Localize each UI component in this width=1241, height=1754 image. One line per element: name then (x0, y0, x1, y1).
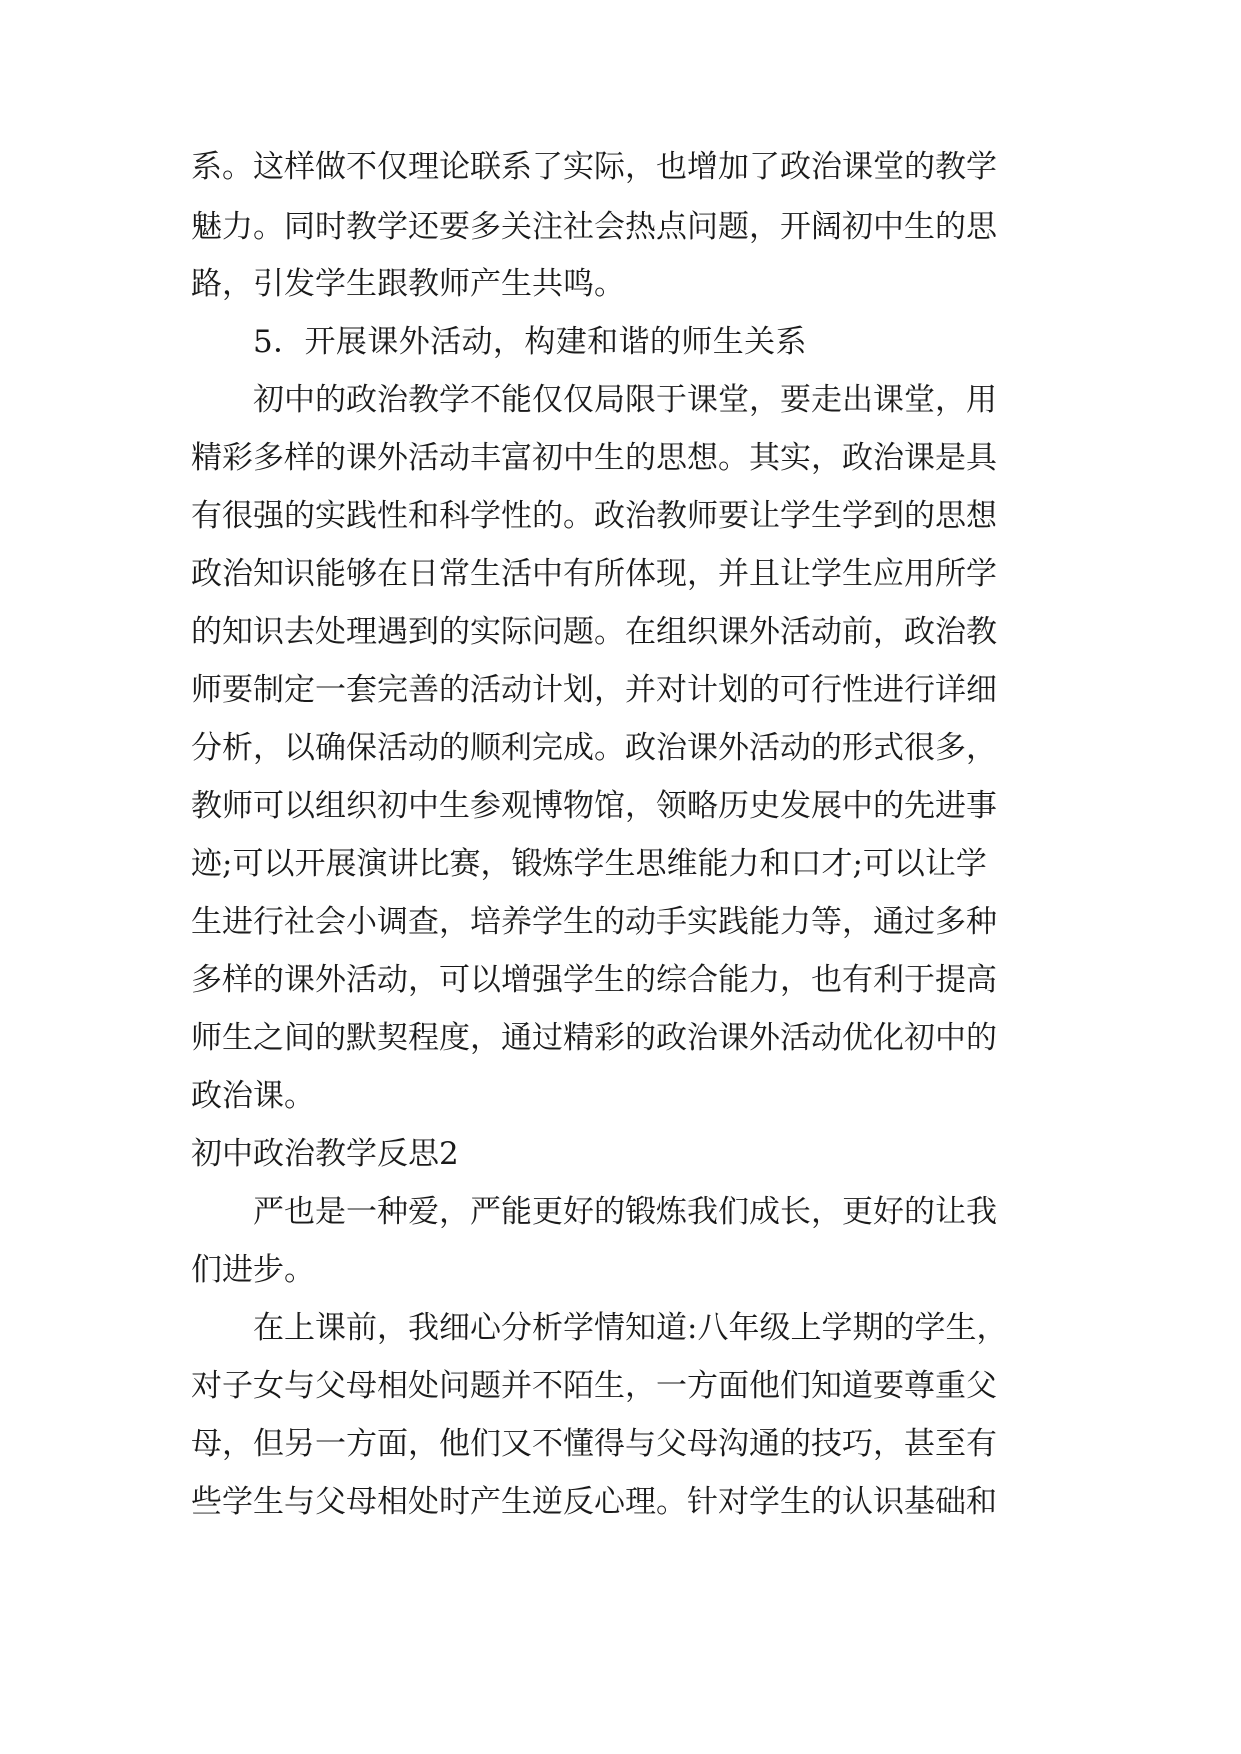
text-line: 教师可以组织初中生参观博物馆，领略历史发展中的先进事 (191, 788, 997, 824)
text-line: 政治知识能够在日常生活中有所体现，并且让学生应用所学 (191, 556, 997, 592)
text-line: 魅力。同时教学还要多关注社会热点问题，开阔初中生的思 (191, 209, 997, 245)
text-line: 初中的政治教学不能仅仅局限于课堂，要走出课堂，用 (253, 382, 997, 418)
text-line: 些学生与父母相处时产生逆反心理。针对学生的认识基础和 (191, 1484, 997, 1520)
text-line: 有很强的实践性和科学性的。政治教师要让学生学到的思想 (191, 498, 997, 534)
text-line: 迹;可以开展演讲比赛，锻炼学生思维能力和口才;可以让学 (191, 846, 987, 882)
text-line: 在上课前，我细心分析学情知道:八年级上学期的学生， (253, 1310, 1008, 1346)
text-line: 系。这样做不仅理论联系了实际，也增加了政治课堂的教学 (191, 149, 997, 185)
section-heading: 5．开展课外活动，构建和谐的师生关系 (253, 324, 807, 360)
text-line: 的知识去处理遇到的实际问题。在组织课外活动前，政治教 (191, 614, 997, 650)
text-line: 精彩多样的课外活动丰富初中生的思想。其实，政治课是具 (191, 440, 997, 476)
text-line: 分析，以确保活动的顺利完成。政治课外活动的形式很多， (191, 730, 997, 766)
text-line: 师生之间的默契程度，通过精彩的政治课外活动优化初中的 (191, 1020, 997, 1056)
text-line: 对子女与父母相处问题并不陌生，一方面他们知道要尊重父 (191, 1368, 997, 1404)
text-line: 师要制定一套完善的活动计划，并对计划的可行性进行详细 (191, 672, 997, 708)
text-line: 严也是一种爱，严能更好的锻炼我们成长，更好的让我 (253, 1194, 997, 1230)
text-line: 路，引发学生跟教师产生共鸣。 (191, 266, 625, 302)
text-line: 政治课。 (191, 1078, 315, 1114)
text-line: 母，但另一方面，他们又不懂得与父母沟通的技巧，甚至有 (191, 1426, 997, 1462)
section-title: 初中政治教学反思2 (191, 1136, 459, 1172)
text-line: 们进步。 (191, 1252, 315, 1288)
text-line: 多样的课外活动，可以增强学生的综合能力，也有利于提高 (191, 962, 997, 998)
text-line: 生进行社会小调查，培养学生的动手实践能力等，通过多种 (191, 904, 997, 940)
